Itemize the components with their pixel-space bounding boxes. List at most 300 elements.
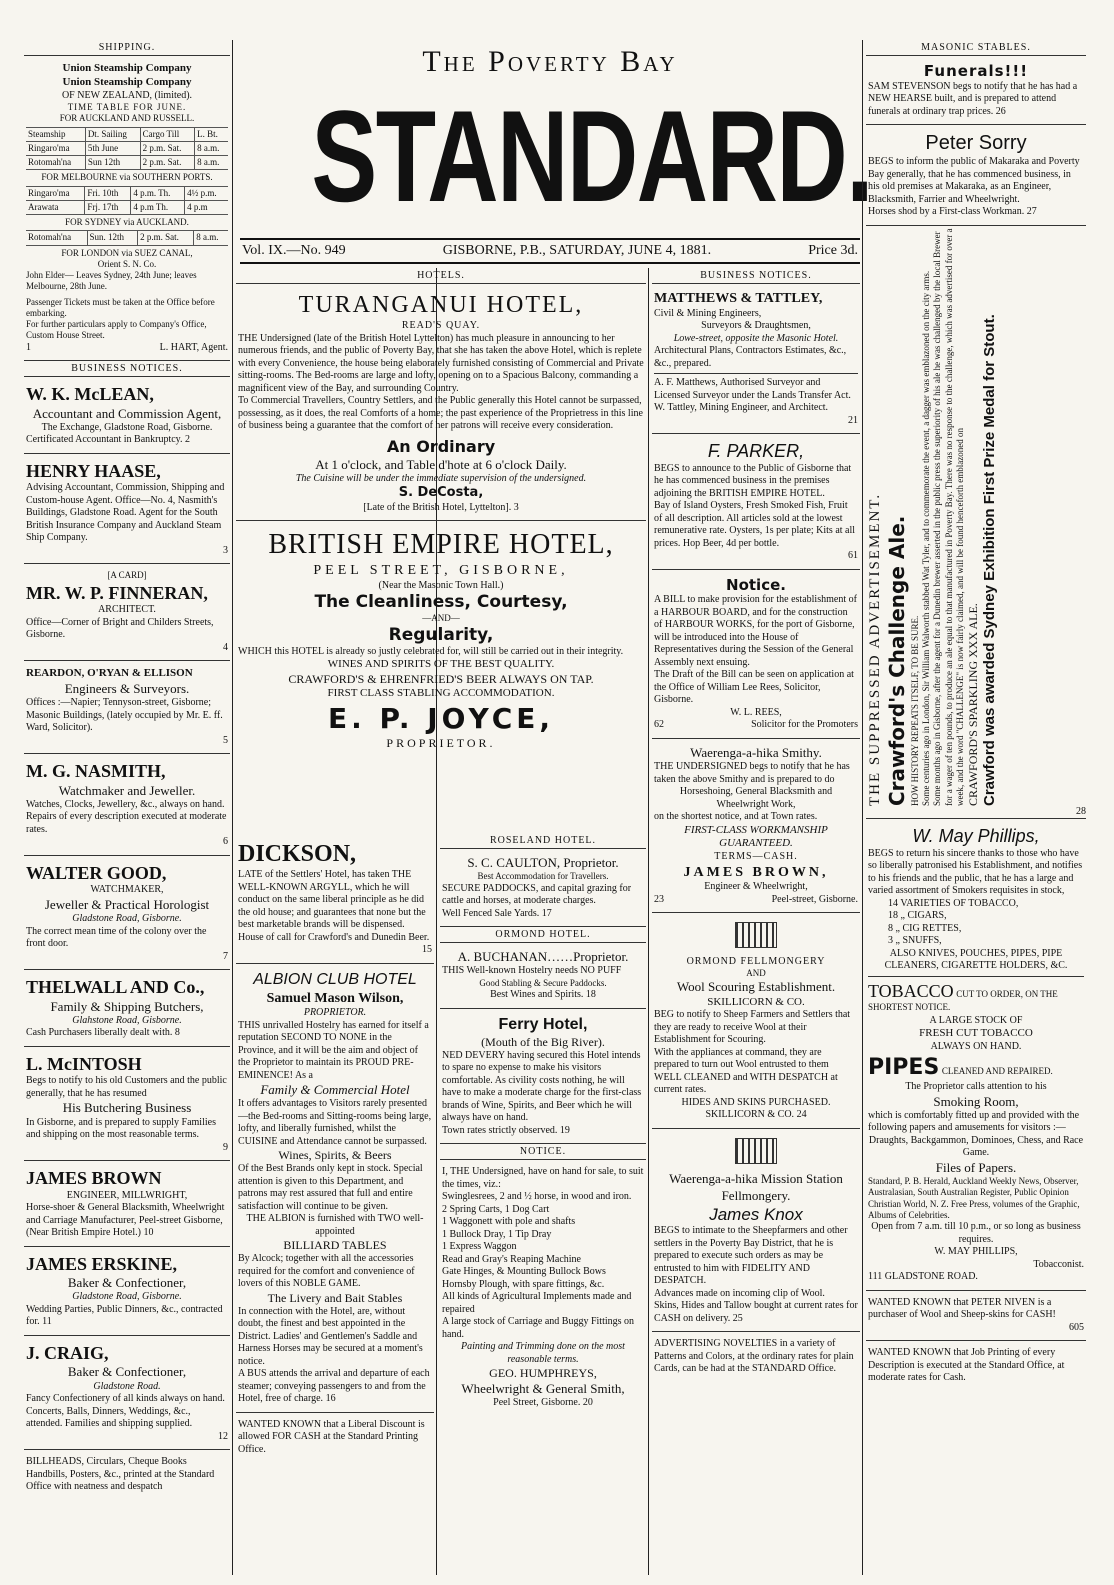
cleanliness-heading: The Cleanliness, Courtesy,	[314, 592, 568, 612]
smithy-text: THE UNDERSIGNED begs to notify that he has taken the above Smithy and is prepared to do	[654, 761, 850, 785]
divider	[654, 373, 858, 374]
notice-heading: Notice.	[726, 575, 786, 594]
london-text: John Elder— Leaves Sydney, 24th June; leaves Melbourne, 28th June.	[26, 270, 197, 292]
humphreys-title: Wheelwright & General Smith,	[461, 1381, 625, 1396]
skillicorn-sig-line	[654, 1109, 858, 1122]
table-row	[26, 231, 228, 245]
brown-ad	[24, 1161, 230, 1247]
mt-matthews: A. F. Matthews, Authorised Surveyor and Licensed Surveyor under the Lands Transfer Act.	[654, 377, 851, 401]
good-sub: WATCHMAKER,	[90, 884, 164, 896]
humphreys-addr: Peel Street, Gisborne.	[493, 1397, 581, 1409]
hotels-heading: HOTELS.	[236, 268, 646, 284]
ad-number: 5	[223, 734, 228, 746]
brown-title: ENGINEER, MILLWRIGHT,	[66, 1189, 188, 1201]
pipes-sub: CLEANED AND REPAIRED.	[941, 1065, 1053, 1076]
british-empire-street: PEEL STREET, GISBORNE,	[313, 563, 569, 578]
timetable-melbourne	[26, 186, 228, 216]
erskine-ad	[24, 1247, 230, 1336]
notice-text3: A large stock of Carriage and Buggy Fittings on hand.	[442, 1316, 635, 1340]
masthead-top-title: The Poverty Bay	[422, 45, 678, 78]
humphreys-name: GEO. HUMPHREYS,	[489, 1366, 597, 1380]
nasmith-ad	[24, 754, 230, 856]
ormond-and: AND	[746, 968, 766, 978]
ferry-rates-line	[442, 1125, 644, 1138]
mt-title1: Civil & Mining Engineers,	[654, 307, 762, 319]
british-empire-name: BRITISH EMPIRE HOTEL,	[268, 529, 614, 560]
phillips-ad	[866, 819, 1086, 1290]
reardon-ad	[24, 661, 230, 754]
ad-number: 1	[26, 341, 31, 353]
albion-billiard-text: By Alcock; together with all the accessories required for the comfort and convenience of lovers of this NOBLE GAME.	[238, 1253, 415, 1290]
turanganui-name: TURANGANUI HOTEL,	[298, 292, 584, 318]
table-cell: 5th June	[85, 141, 140, 155]
ad-number: 111	[868, 1271, 883, 1282]
crawford-text2: Some months ago in Gisborne, after the agent for a Dunedin brewer asserted in the public press the superiority of his ale he was challenged by the local Brewer for a wager of ten pounds, to produce an ale equal to that manufactured in Poverty Bay. There was no response to the challenge, which was advertised for over a week, and the word "CHALLENGE" is now fairly claimed, and will be found henceforth emblazoned on	[932, 228, 965, 806]
phillips-text: BEGS to return his sincere thanks to those who have so liberally patronised his Establishment, and notifies to his friends and the public, that he has a large and varied assortment of Smokers requisites in stock,	[868, 847, 1083, 897]
adv-text: ADVERTISING NOVELTIES in a variety of Patterns and Colors, at the ordinary rates for plain Cards, can be had at the STANDARD Office.	[654, 1338, 854, 1374]
column-5	[866, 40, 1086, 1575]
ordinary-heading: An Ordinary	[386, 436, 496, 456]
column-rule	[232, 40, 233, 1575]
list-item: 3 „ SNUFFS,	[888, 935, 942, 947]
ormond-wines-line	[442, 989, 644, 1002]
beer-line: CRAWFORD'S & EHRENFRIED'S BEER ALWAYS ON TAP.	[288, 672, 594, 686]
smithy-first: FIRST-CLASS WORKMANSHIP GUARANTEED.	[684, 823, 828, 850]
ad-number: 25	[732, 1312, 743, 1324]
files-heading: Files of Papers.	[935, 1159, 1017, 1175]
british-empire-near: (Near the Masonic Town Hall.)	[378, 579, 504, 591]
list-item: Hornsby Plough, with spare fittings, &c.	[442, 1278, 605, 1290]
mcintosh-text: Begs to notify to his old Customers and the public generally, that he has resumed	[26, 1075, 227, 1099]
albion-name: ALBION CLUB HOTEL	[253, 970, 417, 988]
ad-number: 605	[1069, 1321, 1084, 1333]
matthews-tattley-ad	[652, 284, 860, 434]
wines-line: WINES AND SPIRITS OF THE BEST QUALITY.	[327, 658, 555, 671]
ormond-wool: Wool Scouring Establishment.	[676, 979, 836, 995]
shipping-ad	[24, 56, 230, 361]
mcintosh-name: L. McINTOSH	[26, 1053, 142, 1074]
roseland-text: SECURE PADDOCKS, and capital grazing for cattle and horses, at moderate charges.	[442, 882, 632, 906]
thelwall-addr: Glahstone Road, Gisborne.	[72, 1014, 182, 1026]
erskine-text: Wedding Parties, Public Dinners, &c., contracted for.	[26, 1303, 223, 1328]
ad-number: 17	[541, 907, 552, 919]
sorry-ad	[866, 125, 1086, 226]
business-heading-2: BUSINESS NOTICES.	[652, 268, 860, 284]
pipes-line	[868, 1054, 1084, 1082]
divider	[868, 976, 1084, 977]
crawford-rotated	[866, 226, 1000, 806]
smithy-caps: Horseshoing, General Blacksmith and Wheelwright Work,	[679, 786, 833, 810]
knox-text2: Advances made on incoming clip of Wool.	[654, 1287, 825, 1299]
albion-family: Family & Commercial Hotel	[260, 1082, 410, 1097]
table-cell: Rotomah'na	[26, 156, 85, 170]
albion-livery-text: In connection with the Hotel, are, without doubt, the finest and best appointed in the District. Ladies' and Gentlemen's Saddle and Harness Horses may be secured at a moment's notice.	[238, 1305, 423, 1367]
list-item: 2 Spring Carts, 1 Dog Cart	[442, 1203, 550, 1215]
wanted-job-text: WANTED KNOWN that Job Printing of every Description is executed at the Standard Office, at moderate rates for Cash.	[868, 1347, 1065, 1383]
ad-number: 24	[796, 1109, 807, 1121]
smithy-addr-line	[654, 894, 858, 907]
list-item: 1 Waggonett with pole and shafts	[442, 1216, 576, 1227]
tobacco-fresh: FRESH CUT TOBACCO	[919, 1027, 1033, 1040]
ad-number: 7	[223, 950, 228, 962]
wanted-niven-ad	[866, 1291, 1086, 1342]
phillips-sig: W. MAY PHILLIPS,	[934, 1246, 1018, 1257]
list-item: Gate Hinges, & Mounting Bullock Bows	[442, 1266, 606, 1277]
albion-wines: Wines, Spirits, & Beers	[278, 1148, 392, 1163]
cuisine-text: The Cuisine will be under the immediate supervision of the undersigned.	[295, 472, 587, 484]
finneran-title: ARCHITECT.	[98, 604, 156, 615]
open-hours: Open from 7 a.m. till 10 p.m., or so long as business requires.	[871, 1221, 1081, 1245]
column-rule	[648, 268, 649, 1575]
table-cell: Ringaro'ma	[26, 186, 85, 200]
ormond-name: A. BUCHANAN……Proprietor.	[457, 949, 629, 964]
turanganui-text1: THE Undersigned (late of the British Hotel Lyttelton) has much pleasure in announcing to her numerous friends, and the public of Poverty Bay, that she has taken the above Hotel, which is replete with every Convenience, the house being elaborately furnished consisting of Commercial and Private sitting-rooms. The Bed-rooms are large and lofty, opening on to a Spacious Balcony, commanding a magnificent view of the Bay, and surrounding Country.	[238, 332, 644, 394]
erskine-name: JAMES ERSKINE,	[26, 1253, 178, 1274]
harbour-text2: The Draft of the Bill can be seen on application at the Office of William Lee Rees, Solicitor, Gisborne.	[654, 669, 854, 706]
good-addr: Gladstone Road, Gisborne.	[72, 913, 182, 924]
crawford-suppressed: THE SUPPRESSED ADVERTISEMENT.	[867, 492, 883, 806]
stabling-line: FIRST CLASS STABLING ACCOMMODATION.	[327, 687, 555, 699]
nasmith-title: Watchmaker and Jeweller.	[58, 782, 196, 798]
stevenson-text-line	[868, 81, 1084, 119]
harbour-notice-ad	[652, 570, 860, 739]
finneran-addr: Office—Corner of Bright and Childers Streets, Gisborne.	[26, 616, 214, 640]
crawford-history: HOW HISTORY REPEATS ITSELF, TO BE SURE.	[909, 615, 920, 806]
table-cell: 4½ p.m.	[185, 186, 228, 200]
gladstone-road: GLADSTONE ROAD.	[884, 1271, 978, 1282]
ad-number: 2	[185, 434, 191, 446]
list-item: 18 „ CIGARS,	[888, 910, 947, 922]
ad-number: 4	[223, 641, 228, 653]
sorry-text: BEGS to inform the public of Makaraka and Poverty Bay generally, that he has commenced business, in his old premises at Makaraka, as an Engineer, Blacksmith, Farrier and Wheelwright.	[868, 156, 1080, 205]
waerenga-heading: Waerenga-a-hika Mission Station Fellmongery.	[669, 1171, 843, 1203]
ferry-ad	[440, 1009, 646, 1145]
good-ad	[24, 856, 230, 970]
thelwall-name: THELWALL AND Co.,	[26, 977, 205, 997]
ad-number: 3	[513, 501, 519, 513]
finneran-name: MR. W. P. FINNERAN,	[26, 582, 208, 603]
decosta-late: [Late of the British Hotel, Lyttelton].	[363, 501, 512, 513]
phillips-name: W. May Phillips,	[912, 826, 1040, 847]
decosta-late-line	[238, 502, 644, 515]
albion-proprietor: PROPRIETOR.	[303, 1007, 367, 1018]
reardon-name: REARDON, O'RYAN & ELLISON	[26, 667, 193, 679]
shipping-heading: SHIPPING.	[24, 40, 230, 56]
table-cell: Arawata	[26, 200, 85, 214]
ad-number: 23	[654, 893, 664, 905]
parker-text2: Bay of Island Oysters, Fresh Smoked Fish, Fruit of all description. All articles sold at the lowest remunerative rate. Oysters, 1s per plate; Kits at all prices. Hop Beer, 4d per bottle.	[654, 500, 856, 549]
column-rule	[862, 40, 863, 1575]
notice-text: I, THE Undersigned, have on hand for sale, to suit the times, viz.:	[442, 1166, 644, 1190]
erskine-addr: Gladstone Road, Gisborne.	[72, 1291, 182, 1303]
craig-ad	[24, 1336, 230, 1450]
table-row	[26, 141, 228, 155]
table-row	[26, 156, 228, 170]
smithy-addr: Peel-street, Gisborne.	[771, 893, 858, 905]
table-cell: 4 p.m	[185, 200, 228, 214]
list-item: 1 Bullock Dray, 1 Tip Dray	[442, 1228, 552, 1240]
mcintosh-ad	[24, 1047, 230, 1161]
erskine-title: Baker & Confectioner,	[67, 1275, 187, 1290]
tobacco-stock: A LARGE STOCK OF	[929, 1014, 1023, 1026]
thelwall-text: Cash Purchasers liberally dealt with.	[26, 1027, 173, 1039]
melbourne-heading: FOR MELBOURNE via SOUTHERN PORTS.	[41, 172, 213, 183]
tobacco-heading: TOBACCO	[868, 980, 954, 1001]
mt-tattley: W. Tattley, Mining Engineer, and Architect.	[654, 402, 829, 413]
skillicorn-sig: SKILLICORN & CO.	[705, 1109, 795, 1121]
haase-name: HENRY HAASE,	[26, 460, 161, 481]
table-cell: Sun 12th	[85, 156, 140, 170]
ad-number: 21	[848, 414, 858, 426]
wanted-liberal-text: WANTED KNOWN that a Liberal Discount is allowed FOR CASH at the Standard Printing Office.	[238, 1418, 425, 1455]
list-item: Read and Gray's Reaping Machine	[442, 1253, 581, 1265]
smithy-terms: TERMS—CASH.	[714, 851, 798, 862]
crawford-sparkling: CRAWFORD'S SPARKLING XXX ALE.	[966, 602, 980, 806]
turanganui-sub: READ'S QUAY.	[401, 320, 481, 331]
albion-bus: A BUS attends the arrival and departure of each steamer; conveying passengers to and from the Hotel, free of charge.	[238, 1368, 430, 1405]
london-heading: FOR LONDON via SUEZ CANAL,	[61, 247, 193, 258]
crawford-text1: Some centuries ago in London, Sir William Walworth stabbed Wat Tyler, and to commemorate the event, a dagger was emblazoned on the city arms.	[921, 270, 931, 806]
ad-number: 62	[654, 719, 664, 731]
smoking-room: Smoking Room,	[933, 1093, 1019, 1109]
masthead-big-title: STANDARD.	[311, 83, 873, 229]
ad-number: 20	[582, 1397, 593, 1409]
tobacco-line	[868, 980, 1084, 1015]
crawford-rotated-wrap	[866, 226, 1086, 806]
mt-text: Architectural Plans, Contractors Estimates, &c., &c., prepared.	[654, 345, 847, 369]
brown-text: Horse-shoer & General Blacksmith, Wheelwright and Carriage Manufacturer, Peel-street Gisborne,	[26, 1202, 225, 1226]
ad-number: 3	[223, 544, 228, 556]
parker-ad	[652, 434, 860, 570]
brown-name: JAMES BROWN	[26, 1168, 162, 1188]
ormond-fell: ORMOND FELLMONGERY	[686, 955, 826, 967]
phillips-also: ALSO KNIVES, POUCHES, PIPES, PIPE CLEANERS, CIGARETTE HOLDERS, &C.	[884, 947, 1068, 972]
ad-number: 16	[325, 1393, 336, 1405]
ferry-rates: Town rates strictly observed.	[442, 1124, 558, 1136]
turanganui-ad	[236, 284, 646, 521]
list-item: 1 Express Waggon	[442, 1241, 517, 1252]
timetable-auckland	[26, 127, 228, 171]
albion-text: THIS unrivalled Hostelry has earned for itself a reputation SECOND TO NONE in the Province, and it will be the aim and object of the Proprietor to maintain its PROUD PRE-EMINENCE! As a	[238, 1019, 429, 1081]
table-cell: 2 p.m. Sat.	[140, 141, 195, 155]
wanted-niven-text: WANTED KNOWN that PETER NIVEN is a purchaser of Wool and Sheep-skins for CASH!	[868, 1296, 1056, 1320]
wanted-job-ad	[866, 1341, 1086, 1391]
table-cell: 4 p.m. Th.	[131, 186, 185, 200]
good-title: Jeweller & Practical Horologist	[44, 896, 210, 912]
sorry-text2: Horses shod by a First-class Workman.	[868, 206, 1025, 218]
dickson-house: House of call for Crawford's and Dunedin Beer.	[238, 931, 430, 943]
roseland-heading: ROSELAND HOTEL.	[440, 833, 646, 849]
knox-text: BEGS to intimate to the Sheepfarmers and other settlers in the Poverty Bay District, that he is prepared to execute such orders as may be entrusted to him with FIDELITY AND DESPATCH.	[654, 1225, 848, 1286]
albion-bus-line	[238, 1368, 432, 1406]
table-cell: Sun. 12th	[87, 231, 138, 245]
dickson-ad	[236, 833, 434, 964]
ferry-sub: (Mouth of the Big River).	[481, 1034, 605, 1049]
thelwall-ad	[24, 970, 230, 1047]
particulars-text: For further particulars apply to Company's Office, Custom House Street.	[26, 319, 207, 341]
table-cell: Ringaro'ma	[26, 141, 85, 155]
files-text: Standard, P. B. Herald, Auckland Weekly News, Observer, Australasian, South Australian Register, Public Opinion Christian World, N. Z. Free Press, volumes of the Graphic, Albums of Celebrities.	[868, 1176, 1080, 1220]
table-cell: Rotomah'na	[26, 231, 87, 245]
sorry-name: Peter Sorry	[925, 132, 1027, 155]
crawford-ad	[866, 226, 1086, 820]
roseland-ad	[440, 849, 646, 927]
table-row	[26, 127, 228, 141]
and-text: —AND—	[422, 613, 460, 624]
list-item: 14 VARIETIES OF TOBACCO,	[888, 897, 1019, 909]
reardon-title: Engineers & Surveyors.	[64, 680, 190, 696]
stevenson-ad	[866, 56, 1086, 125]
smithy-name: JAMES BROWN,	[683, 864, 829, 880]
rees-sig-line	[654, 719, 858, 732]
date-place: GISBORNE, P.B., SATURDAY, JUNE 4, 1881.	[442, 243, 712, 258]
thelwall-title: Family & Shipping Butchers,	[50, 998, 204, 1014]
ad-number: 26	[995, 105, 1006, 117]
roseland-yards-line	[442, 908, 644, 921]
usc-nz: OF NEW ZEALAND, (limited).	[61, 89, 193, 101]
proprietor-label: PROPRIETOR.	[386, 735, 496, 750]
mclean-title: Accountant and Commission Agent,	[32, 405, 222, 421]
table-row	[26, 200, 228, 214]
games-text: Draughts, Backgammon, Dominoes, Chess, and Race Game.	[868, 1134, 1084, 1159]
ferry-text: NED DEVERY having secured this Hotel intends to spare no expense to make his visitors comfortable. As civility costs nothing, he will have to make a moderate charge for the first-class brands of Wine, Spirits, and Beer which he will always have on hand.	[442, 1049, 642, 1123]
advertising-novelties-ad	[652, 1332, 860, 1382]
skillicorn-text: BEG to notify to Sheep Farmers and Settlers that they are ready to receive Wool at their Establishment for Scouring.	[654, 1009, 851, 1046]
tobacco-always: ALWAYS ON HAND.	[930, 1041, 1022, 1052]
phillips-addr-line	[868, 1271, 1084, 1284]
mclean-cert	[26, 434, 228, 447]
table-cell: 8 a.m.	[195, 141, 228, 155]
smoking-text: which is comfortably fitted up and provided with the following papers and amusements for visitors :—	[868, 1109, 1080, 1134]
rees-sol: Solicitor for the Promoters	[751, 719, 858, 731]
billheads-ad	[24, 1450, 230, 1500]
roseland-yards: Well Fenced Sale Yards.	[442, 907, 540, 919]
smithy-text2: on the shortest notice, and at Town rates.	[654, 811, 818, 822]
notice-list	[442, 1191, 644, 1291]
table-cell: Frj. 17th	[85, 200, 131, 214]
table-cell: 2 p.m. Sat.	[140, 156, 195, 170]
ad-number: 18	[585, 989, 596, 1000]
ad-number: 9	[223, 1141, 228, 1153]
ad-number: 10	[143, 1227, 154, 1238]
ad-number: 6	[223, 836, 228, 848]
usc-name: Union Steamship Company	[62, 62, 192, 74]
sydney-heading: FOR SYDNEY via AUCKLAND.	[65, 217, 189, 227]
ad-number: 27	[1026, 206, 1037, 218]
timetable-sydney	[26, 230, 228, 245]
humphreys-ad	[440, 1160, 646, 1416]
hart-signature: L. HART, Agent.	[159, 341, 228, 353]
table-header-cell: Steamship	[26, 127, 85, 141]
table-header-cell: Cargo Till	[140, 127, 195, 141]
column-1	[24, 40, 230, 1575]
albion-ad	[236, 964, 434, 1413]
billheads-text: BILLHEADS, Circulars, Cheque Books Handbills, Posters, &c., printed at the Standard Office with neatness and despatch	[26, 1456, 215, 1492]
albion-text2: It offers advantages to Visitors rarely presented—the Bed-rooms and Sitting-rooms being large, lofty, and liberally furnished, whilst the CUISINE and Attendance cannot be surpassed.	[238, 1098, 432, 1147]
table-header-cell: L. Bt.	[195, 127, 228, 141]
smoking-intro: The Proprietor calls attention to his	[905, 1081, 1047, 1092]
craig-text: Fancy Confectionery of all kinds always on hand. Concerts, Balls, Dinners, Weddings, &c., attended. Families and shipping supplied.	[26, 1393, 225, 1429]
parker-text: BEGS to announce to the Public of Gisborne that he has commenced business in the premises adjoining the BRITISH EMPIRE HOTEL.	[654, 462, 852, 499]
ad-number: 19	[559, 1124, 570, 1136]
table-cell: Fri. 10th	[85, 186, 131, 200]
usc-name-2: Union Steamship Company	[62, 75, 192, 88]
erskine-text-line	[26, 1304, 228, 1329]
good-name: WALTER GOOD,	[26, 862, 167, 883]
haase-ad	[24, 454, 230, 565]
ormond-fellmongery-ad	[652, 913, 860, 1129]
finneran-ad	[24, 564, 230, 661]
ormond-text: THIS Well-known Hostelry needs NO PUFF	[442, 965, 622, 977]
notice-painting: Painting and Trimming done on the most reasonable terms.	[461, 1341, 625, 1365]
roseland-sub: Best Accommodation for Travellers.	[477, 871, 609, 882]
smithy-ad	[652, 739, 860, 913]
mclean-name: W. K. McLEAN,	[26, 384, 154, 404]
haase-text: Advising Accountant, Commission, Shipping and Custom-house Agent. Office—No. 4, Nasmith's Buildings, Gladstone Road. Agent for the South British Insurance Company and Auckland Steam Ship Company.	[26, 482, 225, 544]
wool-bale-icon	[735, 922, 777, 948]
joyce-name: E. P. JOYCE,	[327, 701, 555, 735]
masonic-heading: MASONIC STABLES.	[866, 40, 1086, 56]
craig-addr: Gladstone Road.	[93, 1380, 161, 1392]
london-sub: Orient S. N. Co.	[97, 258, 157, 269]
mclean-cert-text: Certificated Accountant in Bankruptcy.	[26, 434, 183, 446]
sorry-text2-line	[868, 206, 1084, 219]
notice-heading: NOTICE.	[440, 1144, 646, 1160]
albion-livery: The Livery and Bait Stables	[267, 1290, 403, 1305]
ad-number: 61	[848, 550, 858, 561]
thelwall-text-line	[26, 1027, 228, 1040]
column-2-lower	[236, 833, 434, 1575]
ormond-wines: Best Wines and Spirits.	[490, 989, 584, 1000]
dickson-name: DICKSON,	[238, 841, 357, 867]
decosta-name: S. DeCosta,	[398, 485, 484, 501]
wanted-liberal-ad	[236, 1413, 434, 1463]
brown-addr-line	[26, 1227, 228, 1240]
albion-text3: Of the Best Brands only kept in stock. Special attention is given to this Department, and patrons may rest assured that full and entire satisfaction will continue to be given.	[238, 1163, 423, 1212]
albion-billiard-intro: THE ALBION is furnished with TWO well-appointed	[246, 1213, 424, 1237]
notice-text2: All kinds of Agricultural Implements made and repaired	[442, 1291, 632, 1315]
mt-addr: Lowe-street, opposite the Masonic Hotel.	[673, 332, 839, 344]
mt-title2: Surveyors & Draughtsmen,	[701, 320, 811, 331]
passenger-text: Passenger Tickets must be taken at the Office before embarking.	[26, 296, 215, 318]
ad-number: 8	[174, 1027, 180, 1039]
ormond-ad	[440, 943, 646, 1009]
crawford-prize: Crawford was awarded Sydney Exhibition First Prize Medal for Stout.	[981, 313, 998, 806]
knox-text3-line	[654, 1300, 858, 1325]
table-row	[26, 186, 228, 200]
mcintosh-title: His Butchering Business	[62, 1100, 192, 1116]
ormond-heading: ORMOND HOTEL.	[440, 927, 646, 943]
roseland-name: S. C. CAULTON, Proprietor.	[467, 855, 619, 870]
ad-number: 12	[218, 1430, 228, 1442]
ad-number: 11	[42, 1316, 52, 1328]
column-3	[440, 833, 646, 1575]
finneran-card: [A CARD]	[107, 570, 147, 581]
smithy-title: Engineer & Wheelwright,	[704, 881, 808, 892]
british-empire-text: WHICH this HOTEL is already so justly celebrated for, will still be carried out in their integrity.	[238, 645, 624, 657]
stevenson-text: SAM STEVENSON begs to notify that he has had a NEW HEARSE built, and is prepared to attend funerals at ordinary trap prices.	[868, 80, 1078, 117]
table-header-cell: Dt. Sailing	[85, 127, 140, 141]
mcintosh-text2: In Gisborne, and is prepared to supply Families and shipping on the most reasonable terms.	[26, 1116, 216, 1140]
mclean-addr: The Exchange, Gladstone Road, Gisborne.	[41, 421, 213, 433]
nasmith-text: Watches, Clocks, Jewellery, &c., always on hand. Repairs of every description executed at moderate rates.	[26, 798, 227, 835]
pipes-heading: PIPES	[868, 1054, 940, 1080]
ad-number: 15	[422, 944, 432, 955]
list-item: Swinglesrees, 2 and ½ horse, in wood and iron.	[442, 1191, 632, 1202]
timetable-heading: TIME TABLE FOR JUNE.	[67, 102, 187, 112]
ordinary-sub: At 1 o'clock, and Table d'hote at 6 o'clock Daily.	[315, 456, 567, 472]
knox-text3: Skins, Hides and Tallow bought at current rates for CASH on delivery.	[654, 1300, 858, 1324]
